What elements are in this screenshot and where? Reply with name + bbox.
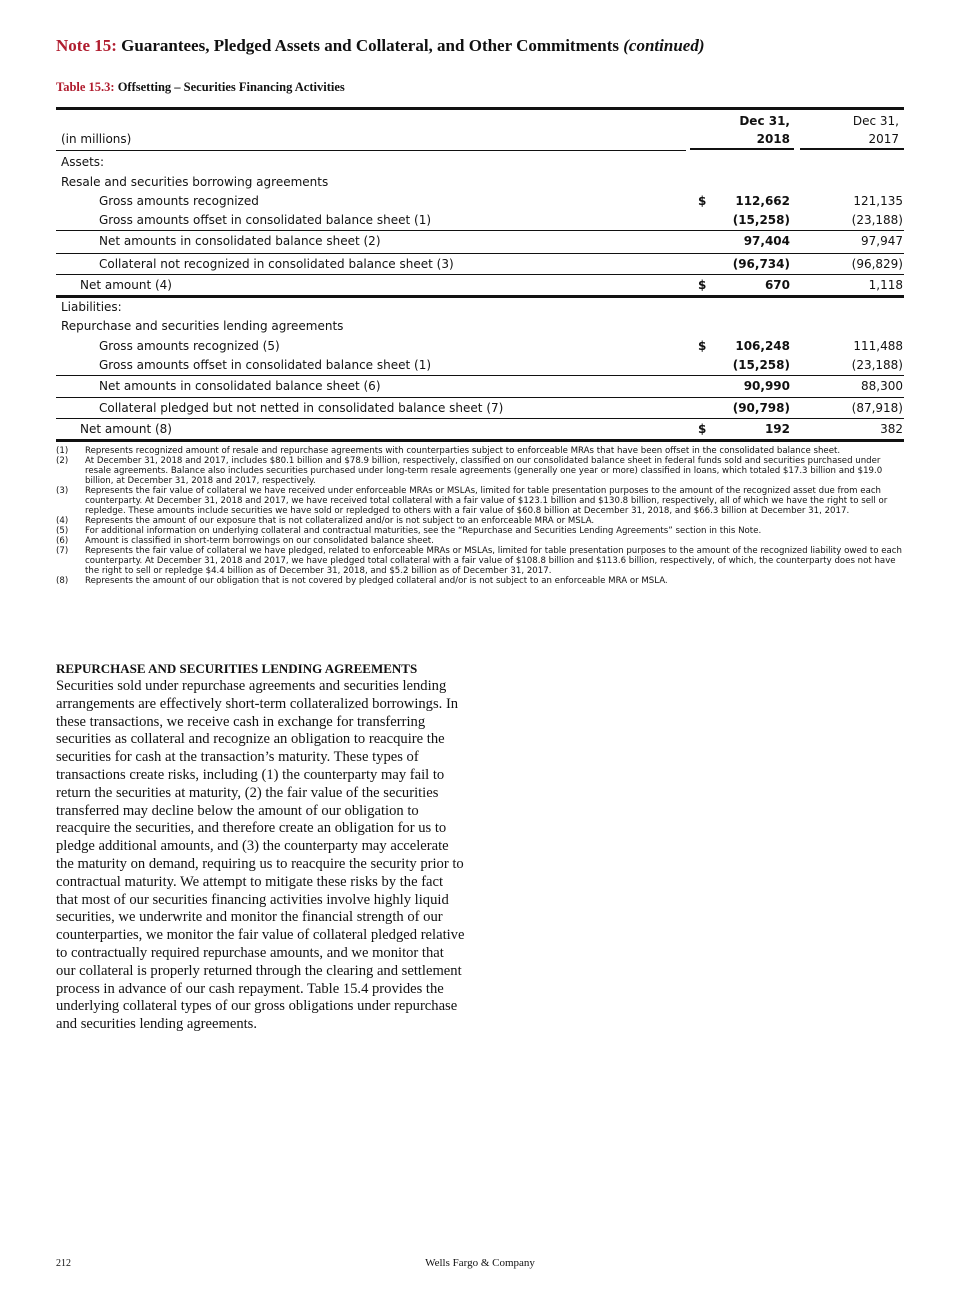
table-row: Net amount (8) $ 192 382 — [56, 418, 904, 442]
page-number: 212 — [56, 1258, 71, 1269]
footnote: (4) Represents the amount of our exposure that is not collateralized and/or is not subject to an enforceable MRA or MSLA. — [56, 516, 595, 526]
repurchase-section — [56, 660, 466, 1034]
footnote: (2) At December 31, 2018 and 2017, includes $80.1 billion and $78.9 billion, respectively, classified on our consolidated balance sheet in federal funds sold and securities purchased under resale agreements. Balance also includes securities purchased under long-term resale agreements (generally one year or more) classified in loans, which totaled $17.3 billion and $19.0 billion, at December 31, 2018 and 2017, respectively. — [56, 456, 883, 486]
table-row: Resale and securities borrowing agreements — [61, 175, 329, 189]
footnote: (6) Amount is classified in short-term borrowings on our consolidated balance sheet. — [56, 536, 434, 546]
table-row: Collateral pledged but not netted in consolidated balance sheet (7) (90,798) (87,918) — [56, 397, 904, 418]
table-row: Liabilities: — [61, 300, 122, 314]
table-row: Gross amounts recognized $ 112,662 121,135 — [99, 194, 903, 208]
section-heading: REPURCHASE AND SECURITIES LENDING AGREEMENTS — [56, 661, 418, 676]
note-continued: (continued) — [623, 36, 705, 55]
section-body: Securities sold under repurchase agreements and securities lending arrangements are effectively short-term collateralized borrowings. In these transactions, we receive cash in exchange for transferring securities as collateral and recognize an obligation to reacquire the securities for cash at the transaction’s maturity. These types of transactions create risks, including (1) the counterparty may fail to return the securities at maturity, (2) the fair value of the securities transferred may decline below the amount of our obligation to reacquire the securities, and therefore create an obligation for us to pledge additional amounts, and (3) the counterparty may accelerate the maturity on demand, requiring us to reacquire the security prior to contractual maturity. We attempt to mitigate these risks by the fact that most of our securities financing activities involve highly liquid securities, we underwrite and monitor the financial strength of our counterparties, we monitor the fair value of collateral pledged relative to contractually required repurchase amounts, and we monitor that our collateral is properly returned through the clearing and settlement process in advance of our cash repayment. Table 15.4 provides the underlying collateral types of our gross obligations under repurchase and securities lending agreements. — [56, 678, 465, 1033]
table-row: Repurchase and securities lending agreements — [61, 319, 344, 333]
table-label: Table 15.3: — [56, 80, 115, 94]
table-row: Gross amounts recognized (5) $ 106,248 111,488 — [99, 339, 903, 353]
column-header-rule-2017 — [800, 148, 904, 150]
table-row: Gross amounts offset in consolidated balance sheet (1) (15,258) (23,188) — [99, 213, 903, 227]
table-row: Net amounts in consolidated balance sheet (2) 97,404 97,947 — [56, 230, 904, 251]
footnote: (1) Represents recognized amount of resale and repurchase agreements with counterparties subject to enforceable MRAs that have been offset in the consolidated balance sheet. — [56, 446, 841, 456]
note-heading: Guarantees, Pledged Assets and Collateral, and Other Commitments — [121, 36, 620, 55]
footnote: (8) Represents the amount of our obligation that is not covered by pledged collateral and/or is not subject to an enforceable MRA or MSLA. — [56, 576, 668, 586]
footer-company: Wells Fargo & Company — [425, 1257, 535, 1269]
footnote: (7) Represents the fair value of collateral we have pledged, related to enforceable MRAs or MSLAs, limited for table presentation purposes to the amount of the recognized liability owed to each counterparty. At December 31, 2018 and 2017, we have pledged total collateral with a fair value of $108.8 billion and $113.6 billion, respectively, of which, the counterparty does not have the right to sell or repledge $4.4 billion as of December 31, 2018, and $5.2 billion as of December 31, 2017. — [56, 546, 902, 576]
table-row: Net amount (4) $ 670 1,118 — [56, 274, 904, 298]
table-row: Assets: — [61, 155, 105, 169]
table-top-rule — [56, 107, 904, 110]
footnote: (5) For additional information on underlying collateral and contractual maturities, see the “Repurchase and Securities Lending Agreements” section in this Note. — [56, 526, 762, 536]
note-title — [56, 36, 705, 56]
units-label: (in millions) — [61, 132, 132, 146]
column-header-2017: Dec 31, 2017 — [852, 114, 899, 146]
note-label: Note 15: — [56, 36, 117, 55]
table-row: Net amounts in consolidated balance sheet (6) 90,990 88,300 — [56, 375, 904, 396]
footnote: (3) Represents the fair value of collateral we have received under enforceable MRAs or MSLAs, limited for table presentation purposes to the amount of the recognized asset due from each counterparty. At December 31, 2018 and 2017, we have received total collateral with a fair value of $123.1 billion and $130.8 billion, respectively, all of which we have the right to sell or repledge. These amounts include securities we have sold or repledged to others with a fair value of $60.8 billion at December 31, 2018, and $66.3 billion at December 31, 2017. — [56, 486, 888, 516]
table-heading: Offsetting – Securities Financing Activities — [117, 80, 345, 94]
table-row: Gross amounts offset in consolidated balance sheet (1) (15,258) (23,188) — [99, 358, 903, 372]
table-title — [56, 80, 345, 95]
column-header-2018: Dec 31, 2018 — [739, 114, 790, 146]
table-row: Collateral not recognized in consolidated balance sheet (3) (96,734) (96,829) — [56, 253, 904, 274]
column-header-rule-2018 — [690, 148, 794, 150]
footnotes — [56, 446, 904, 586]
header-rule — [56, 150, 686, 151]
